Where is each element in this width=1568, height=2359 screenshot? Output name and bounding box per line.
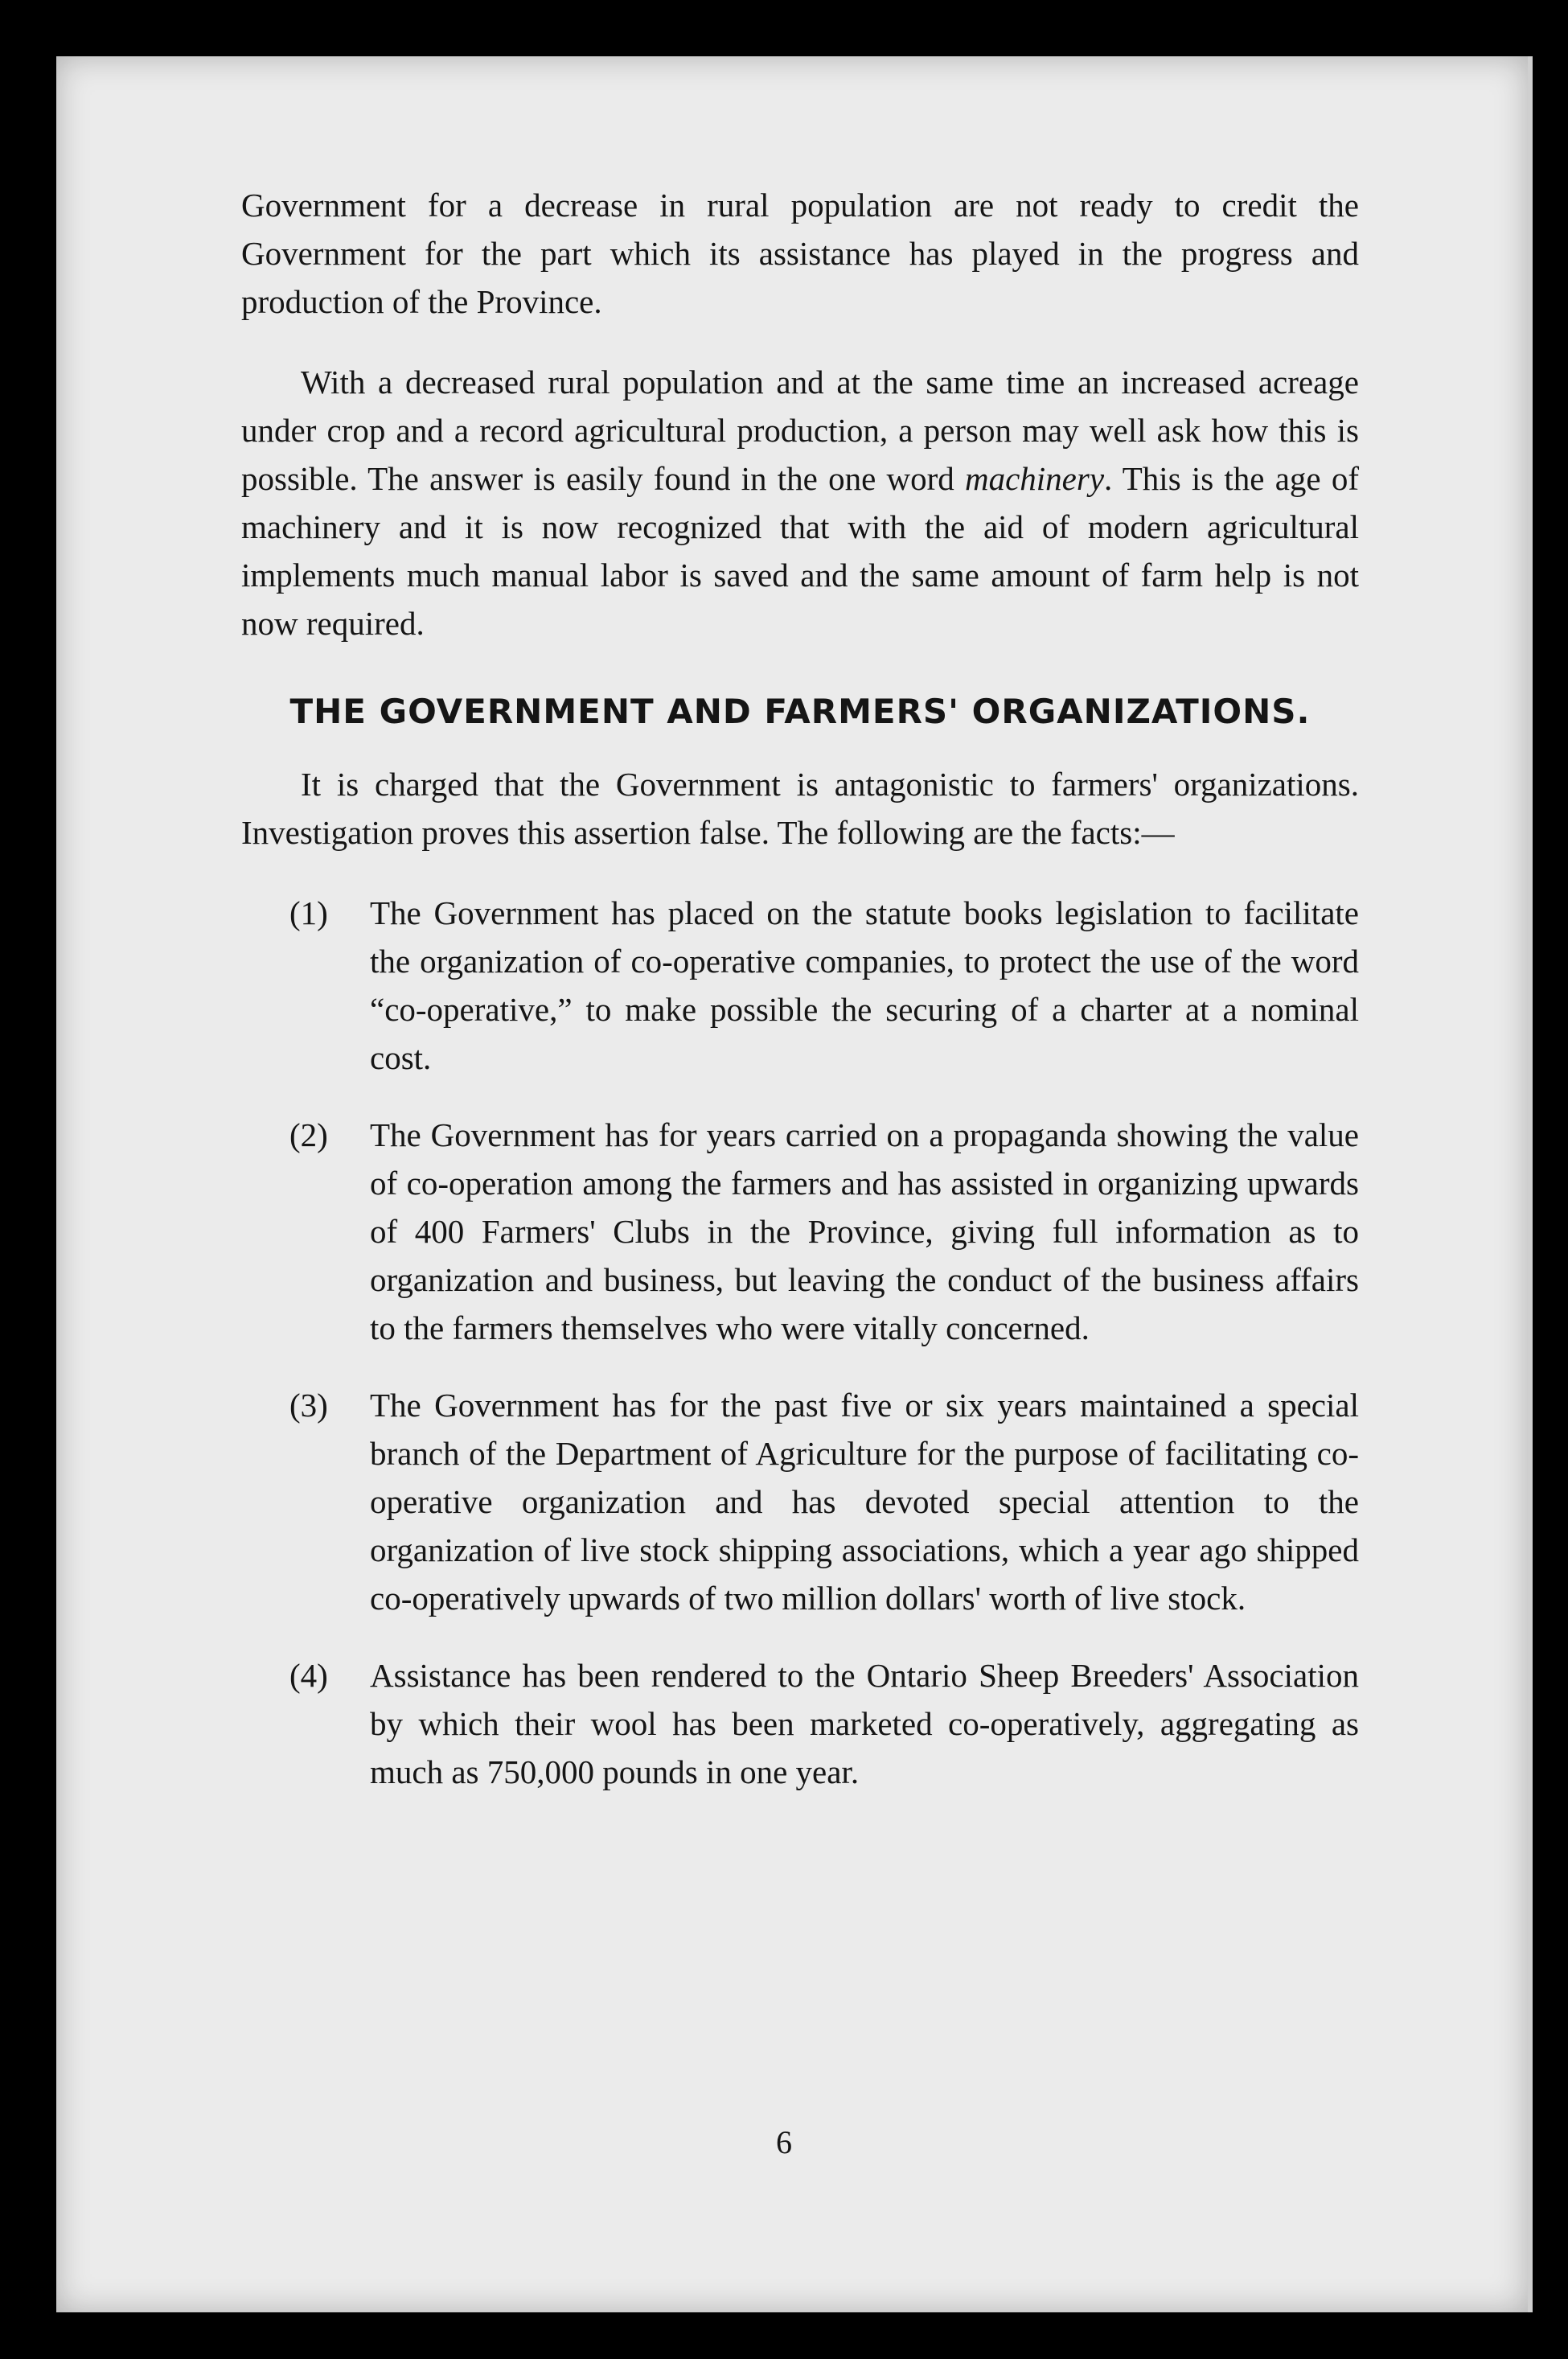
page-edge	[1528, 56, 1533, 2312]
list-item-number: (1)	[289, 894, 328, 931]
list-item	[289, 1111, 1359, 1352]
paragraph-machinery	[241, 358, 1359, 647]
list-item-number: (2)	[289, 1116, 328, 1153]
list-item	[289, 889, 1359, 1082]
list-item-text: The Government has placed on the statute books legislation to facilitate the organization of co-operative companies, to protect the use of the word “co-operative,” to make possible the securing of a charter at a nominal cost.	[370, 894, 1359, 1076]
emphasis-machinery: machinery	[964, 460, 1105, 497]
list-item-text: The Government has for the past five or six years maintained a special branch of the Department of Agriculture for the purpose of facilitating co-operative organization and has devoted special attention to the organization of live stock shipping associations, which a year ago shipped co-operatively upwards of two million dollars' worth of live stock.	[370, 1387, 1359, 1617]
paragraph-rural-population: Government for a decrease in rural population are not ready to credit the Government for the part which its assistance has played in the progress and production of the Province.	[241, 187, 1359, 320]
paragraph-machinery-after: . This is the age of machinery and it is now recognized that with the aid of modern agricultural implements much manual labor is saved and the same amount of farm help is not now required.	[241, 460, 1359, 642]
list-item-number: (3)	[289, 1387, 328, 1424]
list-item	[289, 1381, 1359, 1622]
list-item-text: Assistance has been rendered to the Ontario Sheep Breeders' Association by which their wool has been marketed co-operatively, aggregating as much as 750,000 pounds in one year.	[370, 1657, 1359, 1790]
page-number: 6	[776, 2124, 792, 2160]
list-item	[289, 1651, 1359, 1796]
list-item-number: (4)	[289, 1657, 328, 1694]
paragraph-intro: It is charged that the Government is antagonistic to farmers' organizations. Investigation proves this assertion false. The following are the facts:—	[241, 766, 1359, 851]
section-heading: THE GOVERNMENT AND FARMERS' ORGANIZATIONS.	[289, 692, 1311, 731]
page-content	[241, 181, 1359, 1825]
paragraph-machinery-before: With a decreased rural population and at the same time an increased acreage under crop and a record agricultural production, a person may well ask how this is possible. The answer is easily found in the one word	[241, 364, 1359, 497]
list-item-text: The Government has for years carried on a propaganda showing the value of co-operation among the farmers and has assisted in organizing upwards of 400 Farmers' Clubs in the Province, giving full information as to organization and business, but leaving the conduct of the business affairs to the farmers themselves who were vitally concerned.	[370, 1116, 1359, 1346]
